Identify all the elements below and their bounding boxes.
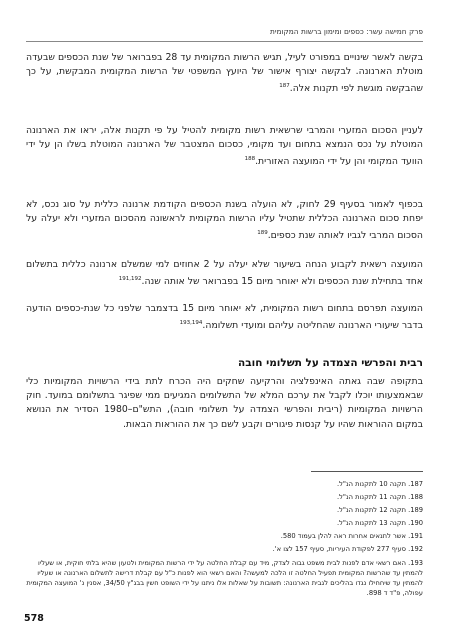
paragraph-2-text: לעניין הסכום המזערי והמרבי שרשאית רשות מקומית להטיל על פי תקנות אלה, יראו את הארנונה המוטלת על נכס הנמצא בתחום ועד מקומי, כסכום המצטבר של הארנונה המוטלת בשלו הן על ידי הוועד המקומי והן על ידי המועצה האזורית.: [26, 125, 423, 168]
paragraph-5-text: המועצה תפרסם בתחום רשות המקומית, לא יאוחר מיום 15 בדצמבר שלפני כל שנת-כספים הודעה בדבר שיעורי הארנונה שהחליטה עליהם ומועדי תשלומה.: [26, 303, 423, 332]
footnote-item: 188. תקנה 11 לתקנות הנ"ל.: [337, 493, 423, 501]
footnote-list: [26, 478, 423, 598]
paragraph-3-text: בכפוף לאמור בסעיף 29 לחוק, לא הועלה בשנת הכספים הקודמת ארנונה כללית על סוג נכס, לא יפחת סכום הארנונה הכללית שתטיל עליו הרשות המקומית לראשונה מהסכום המזערי ולא יעלה על הסכום המרבי לגביו לאותה שנת כספים.: [26, 199, 424, 242]
footnote-item: 192. סעיף 277 לפקודת העיריות, סעיף 157 לצו א'.: [272, 545, 423, 553]
paragraph-2: [26, 124, 423, 170]
footnote-item: 193. האם רשאי אדם לפנות לבית משפט גבוה לצדק, מיד עם קבלת החלטה על ידי הרשות המקומית ולטעון שהיא בלתי חוקית, או שעליו להמתין עד שהרשות המקומית תפעיל החלטה זו הלכה למעשה? והאם רשאי הוא לפנות כ"ל עם קבלת דרישה לתשלום הארנונה או שעליו להמתין עד שיחחילו נגדו בהליכים לגבית הארנונה: תשובות על שאלות אלו ניתנו על ידי השופט חשין בבג"ץ 34/50, אסנין נ' המועצה המקומית עפולה, פ"ד ד 898.: [26, 559, 423, 597]
page-number: 578: [24, 613, 44, 624]
header-divider: [26, 41, 423, 42]
paragraph-5b: [26, 302, 423, 334]
footnote-ref-189[interactable]: 189: [257, 230, 268, 237]
paragraph-1-text: בקשה לאשר שינויים במפורט לעיל, תגיש הרשות המקומית עד 28 בפברואר של שנת הכספים שבעדה מוטלת הארנונה. לבקשה יצורף אישור של היועץ המשפטי של הרשות המקומית המבקשת, על כך שהבקשה מוגשת לפי תקנות אלה.: [26, 52, 423, 95]
paragraph-4: [26, 258, 423, 290]
footnote-item: 189. תקנה 12 לתקנות הנ"ל.: [337, 506, 423, 514]
section-paragraph: בתקופה שבה גאתה האינפלציה והרקיעה שחקים היה הכרח לתת בידי הרשויות המקומיות כלי שבאמצעותו יוכלו לקבל את ערכם המלא של התשלומים המגיעים ממי שפיגר בתשלומם במועד. חוק הרשויות המקומיות (ריבית והפרשי הצמדה על תשלומי חובה), התש"ם–1980 הסדיר את הנושא במקום ההוראות שהיו על קנסות פיגורים וקבע לשם כך את ההוראות הבאות.: [26, 376, 423, 430]
footnote-item: 190. תקנה 13 לתקנות הנ"ל.: [337, 519, 423, 527]
footnote-ref-188[interactable]: 188: [244, 156, 256, 163]
paragraph-1: [26, 51, 423, 97]
footnote-ref-192-193[interactable]: 193,194: [179, 320, 203, 327]
paragraph-3: [26, 198, 423, 244]
section-title: רבית והפרשי הצמדה על תשלומי חובה: [238, 357, 423, 369]
footnote-ref-187[interactable]: 187: [279, 83, 290, 90]
paragraph-4-text: המועצה רשאית לקבוע הנחה בשיעור שלא יעלה על 2 אחוזים למי שמשלם ארנונה כללית בתשלום אחד בתחילת שנת הכספים ולא יאוחר מיום 15 בפברואר של אותה שנה.: [26, 259, 423, 288]
running-header: פרק חמישה עשר: כספים ומימון ברשות המקומית: [269, 27, 423, 36]
footnote-ref-190-191[interactable]: 191,192: [118, 276, 142, 283]
footnote-divider: [311, 471, 423, 472]
footnote-item: 191. אשר לתנאים אחרות ראה להלן בעמוד 580.: [280, 532, 423, 540]
footnote-item: 187. תקנה 10 לתקנות הנ"ל.: [337, 480, 423, 488]
